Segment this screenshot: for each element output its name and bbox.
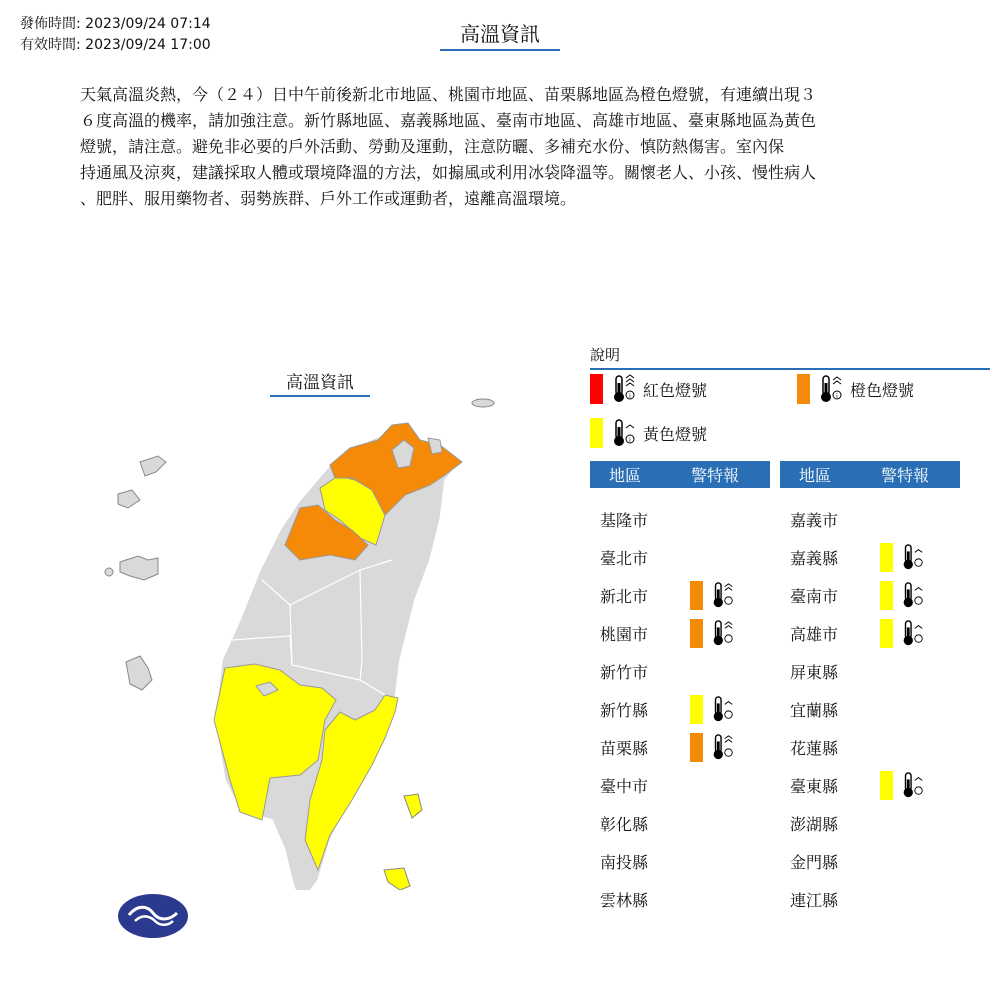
table-row xyxy=(590,504,690,534)
description-line: ６度高溫的機率，請加強注意。新竹縣地區、嘉義縣地區、臺南市地區、高雄市地區、臺東縣地區為黃色 xyxy=(80,111,817,130)
region-name: 苗栗縣 xyxy=(600,738,649,758)
region-name: 臺東縣 xyxy=(790,776,839,796)
region-name: 臺北市 xyxy=(600,548,649,568)
description-line: 持通風及涼爽，建議採取人體或環境降溫的方法，如搧風或利用冰袋降溫等。關懷老人、小孩、慢性病人 xyxy=(80,163,817,182)
warning-signal xyxy=(690,733,735,762)
warning-signal xyxy=(690,581,735,610)
col-region: 地區 xyxy=(798,466,831,485)
region-name: 嘉義市 xyxy=(790,510,839,530)
svg-text:i: i xyxy=(836,393,838,400)
thermometer-icon xyxy=(709,695,735,723)
map-title: 高溫資訊 xyxy=(270,368,370,397)
region-name: 新北市 xyxy=(600,586,649,606)
yellow-swatch xyxy=(690,695,703,724)
thermometer-icon xyxy=(709,619,735,647)
thermometer-icon xyxy=(709,733,735,761)
legend-label: 橙色燈號 xyxy=(850,380,915,400)
region-name: 雲林縣 xyxy=(600,890,649,910)
cwa-logo-icon xyxy=(117,893,189,939)
red-swatch xyxy=(590,374,603,404)
region-name: 南投縣 xyxy=(600,852,649,872)
orange-swatch xyxy=(690,619,703,648)
region-name: 澎湖縣 xyxy=(790,814,839,834)
yellow-swatch xyxy=(590,418,603,448)
orange-swatch xyxy=(797,374,810,404)
description xyxy=(80,82,920,212)
thermometer-icon xyxy=(899,771,925,799)
valid-time: 有效時間: 2023/09/24 17:00 xyxy=(20,37,211,53)
thermometer-icon xyxy=(609,418,637,448)
warning-signal xyxy=(690,695,735,724)
region-name: 新竹縣 xyxy=(600,700,649,720)
warning-signal xyxy=(880,619,925,648)
table-row xyxy=(780,732,880,762)
island-matsu-2 xyxy=(118,490,140,508)
island-pengjia xyxy=(472,399,494,407)
table-row xyxy=(780,808,880,838)
region-name: 金門縣 xyxy=(790,852,839,872)
svg-text:i: i xyxy=(629,393,631,400)
region-name: 基隆市 xyxy=(600,510,649,530)
yellow-swatch xyxy=(880,771,893,800)
col-region: 地區 xyxy=(608,466,641,485)
description-line: 燈號，請注意。避免非必要的戶外活動、勞動及運動，注意防曬、多補充水份、慎防熱傷害。室內保 xyxy=(80,137,785,156)
region-name: 花蓮縣 xyxy=(790,738,839,758)
thermometer-icon xyxy=(709,581,735,609)
region-name: 宜蘭縣 xyxy=(790,700,839,720)
legend-title: 說明 xyxy=(590,344,990,370)
table-row xyxy=(780,580,925,610)
table-row xyxy=(780,618,925,648)
island-penghu xyxy=(126,656,152,690)
region-name: 臺南市 xyxy=(790,586,839,606)
col-warning: 警特報 xyxy=(880,466,929,485)
warning-signal xyxy=(690,619,735,648)
legend-label: 黃色燈號 xyxy=(643,424,708,444)
table-row xyxy=(590,732,735,762)
region-name: 連江縣 xyxy=(790,890,839,910)
thermometer-icon xyxy=(609,374,637,404)
table-row xyxy=(780,770,925,800)
svg-text:i: i xyxy=(629,437,631,444)
table-row xyxy=(590,580,735,610)
table-row xyxy=(590,884,690,914)
description-line: 、肥胖、服用藥物者、弱勢族群、戶外工作或運動者，遠離高溫環境。 xyxy=(80,189,577,208)
yellow-swatch xyxy=(880,581,893,610)
table-row xyxy=(780,656,880,686)
legend-item-red xyxy=(590,374,707,404)
legend-label: 紅色燈號 xyxy=(643,380,708,400)
time-info xyxy=(20,14,211,56)
legend-item-orange xyxy=(797,374,914,404)
table-row xyxy=(590,618,735,648)
orange-swatch xyxy=(690,733,703,762)
table-row xyxy=(780,694,880,724)
issue-time: 發佈時間: 2023/09/24 07:14 xyxy=(20,16,211,32)
thermometer-icon xyxy=(899,619,925,647)
region-name: 新竹市 xyxy=(600,662,649,682)
warning-signal xyxy=(880,543,925,572)
table-row xyxy=(590,694,735,724)
island-kinmen xyxy=(120,556,158,580)
table-header-left xyxy=(590,461,770,488)
table-header-right xyxy=(780,461,960,488)
taiwan-map xyxy=(90,390,530,890)
table-row xyxy=(780,846,880,876)
orange-swatch xyxy=(690,581,703,610)
legend-item-yellow xyxy=(590,418,707,448)
page-title: 高溫資訊 xyxy=(440,18,560,51)
region-name: 彰化縣 xyxy=(600,814,649,834)
island-matsu xyxy=(140,456,166,476)
table-row xyxy=(590,808,690,838)
warning-signal xyxy=(880,581,925,610)
yellow-swatch xyxy=(880,619,893,648)
region-name: 臺中市 xyxy=(600,776,649,796)
col-warning: 警特報 xyxy=(690,466,739,485)
warning-signal xyxy=(880,771,925,800)
table-row xyxy=(590,542,690,572)
thermometer-icon xyxy=(899,543,925,571)
region-name: 高雄市 xyxy=(790,624,839,644)
island-green-island xyxy=(404,794,422,818)
table-row xyxy=(590,770,690,800)
thermometer-icon xyxy=(899,581,925,609)
table-row xyxy=(780,542,925,572)
region-name: 桃園市 xyxy=(600,624,649,644)
table-row xyxy=(780,884,880,914)
region-name: 嘉義縣 xyxy=(790,548,839,568)
region-name: 屏東縣 xyxy=(790,662,839,682)
thermometer-icon xyxy=(816,374,844,404)
island-orchid-island xyxy=(384,868,410,890)
yellow-swatch xyxy=(880,543,893,572)
table-row xyxy=(590,846,690,876)
island-kinmen-small xyxy=(105,568,113,576)
description-line: 天氣高溫炎熱，今（２４）日中午前後新北市地區、桃園市地區、苗栗縣地區為橙色燈號，有連續出現３ xyxy=(80,85,817,104)
table-row xyxy=(780,504,880,534)
table-row xyxy=(590,656,690,686)
